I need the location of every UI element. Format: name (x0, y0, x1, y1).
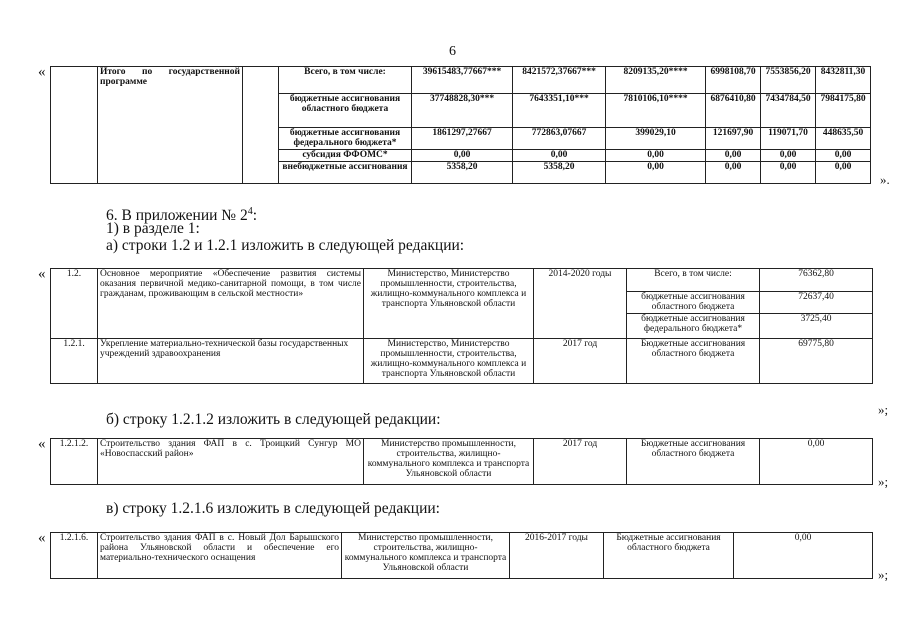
source-label: Бюджетные ассигнования областного бюджета (627, 439, 760, 485)
value-cell: 6876410,80 (706, 94, 761, 128)
amount-cell: 69775,80 (760, 339, 873, 384)
period: 2016-2017 годы (510, 533, 604, 579)
value-cell: 7643351,10*** (513, 94, 606, 128)
period: 2017 год (534, 339, 627, 384)
open-quote: « (38, 436, 46, 452)
value-cell: 0,00 (513, 150, 606, 162)
source-label: бюджетные ассигнования федерального бюджета* (279, 128, 412, 150)
row-number: 1.2.1. (51, 339, 98, 384)
value-cell: 5358,20 (513, 162, 606, 184)
amount-cell: 76362,80 (760, 269, 873, 292)
close-quote: ». (880, 172, 890, 187)
program-total-table (50, 66, 871, 184)
source-label: Всего, в том числе: (279, 67, 412, 94)
activity-name: Основное мероприятие «Обеспечение развития системы оказания первичной медико-санитарной помощи, в том числе гражданам, проживающим в сельской местности» (98, 269, 364, 339)
value-cell: 0,00 (706, 162, 761, 184)
paragraph-b: б) строку 1.2.1.2 изложить в следующей редакции: (106, 411, 441, 428)
row-number: 1.2.1.6. (51, 533, 98, 579)
executor: Министерство, Министерство промышленности, строительства, жилищно-коммунального комплекса и транспорта Ульяновской области (364, 339, 534, 384)
value-cell: 0,00 (761, 162, 816, 184)
table-row (51, 269, 873, 292)
source-label: Всего, в том числе: (627, 269, 760, 292)
value-cell: 7984175,80 (816, 94, 871, 128)
row-1-2-1-2-table (50, 438, 873, 485)
value-cell: 119071,70 (761, 128, 816, 150)
source-label: бюджетные ассигнования областного бюджета (627, 292, 760, 314)
period: 2017 год (534, 439, 627, 485)
paragraph-6-text: 6. В приложении № 2 (106, 207, 248, 225)
value-cell: 39615483,77667*** (412, 67, 513, 94)
source-label: Бюджетные ассигнования областного бюджета (627, 339, 760, 384)
row-number: 1.2. (51, 269, 98, 339)
open-quote: « (38, 266, 46, 282)
source-label: субсидия ФФОМС* (279, 150, 412, 162)
amount-cell: 0,00 (760, 439, 873, 485)
open-quote: « (38, 530, 46, 546)
value-cell: 0,00 (606, 150, 706, 162)
value-cell: 7434784,50 (761, 94, 816, 128)
paragraph-c: в) строку 1.2.1.6 изложить в следующей редакции: (106, 500, 440, 517)
value-cell: 399029,10 (606, 128, 706, 150)
paragraph-6-sup: 4 (247, 206, 253, 217)
paragraph-section-1: 1) в разделе 1: (106, 220, 200, 237)
executor: Министерство, Министерство промышленности, строительства, жилищно-коммунального комплекса и транспорта Ульяновской области (364, 269, 534, 339)
close-quote: »; (878, 402, 889, 417)
value-cell: 7810106,10**** (606, 94, 706, 128)
table-row (51, 67, 871, 94)
value-cell: 1861297,27667 (412, 128, 513, 150)
value-cell: 37748828,30*** (412, 94, 513, 128)
table-row (51, 533, 873, 579)
source-label: бюджетные ассигнования федерального бюджета* (627, 314, 760, 339)
row-1-2-1-6-table (50, 532, 873, 579)
empty-num-cell (51, 67, 98, 184)
value-cell: 8432811,30 (816, 67, 871, 94)
source-label: Бюджетные ассигнования областного бюджета (604, 533, 734, 579)
period: 2014-2020 годы (534, 269, 627, 339)
source-label: бюджетные ассигнования областного бюджета (279, 94, 412, 128)
value-cell: 0,00 (816, 162, 871, 184)
empty-cell (243, 67, 279, 184)
amount-cell: 72637,40 (760, 292, 873, 314)
activity-name: Строительство здания ФАП в с. Троицкий Сунгур МО «Новоспасский район» (98, 439, 364, 485)
table-row (51, 339, 873, 384)
executor: Министерство промышленности, строительства, жилищно-коммунального комплекса и транспорта Ульяновской области (364, 439, 534, 485)
close-quote: »; (878, 474, 889, 489)
source-label: внебюджетные ассигнования (279, 162, 412, 184)
value-cell: 8209135,20**** (606, 67, 706, 94)
table-row (51, 439, 873, 485)
close-quote: »; (878, 567, 889, 582)
paragraph-a: а) строки 1.2 и 1.2.1 изложить в следующей редакции: (106, 237, 465, 254)
amount-cell: 3725,40 (760, 314, 873, 339)
value-cell: 7553856,20 (761, 67, 816, 94)
value-cell: 0,00 (706, 150, 761, 162)
value-cell: 8421572,37667*** (513, 67, 606, 94)
value-cell: 5358,20 (412, 162, 513, 184)
page-number: 6 (449, 44, 456, 59)
open-quote: « (38, 64, 46, 80)
value-cell: 0,00 (606, 162, 706, 184)
value-cell: 121697,90 (706, 128, 761, 150)
executor: Министерство промышленности, строительства, жилищно-коммунального комплекса и транспорта Ульяновской области (342, 533, 510, 579)
program-label: Итого по государственной программе (98, 67, 243, 184)
activity-name: Укрепление материально-технической базы государственных учреждений здравоохранения (98, 339, 364, 384)
row-number: 1.2.1.2. (51, 439, 98, 485)
value-cell: 772863,07667 (513, 128, 606, 150)
activity-name: Строительство здания ФАП в с. Новый Дол Барышского района Ульяновской области и обеспечение его материально-технического оснащения (98, 533, 342, 579)
value-cell: 448635,50 (816, 128, 871, 150)
value-cell: 0,00 (761, 150, 816, 162)
value-cell: 0,00 (816, 150, 871, 162)
rows-1-2-table (50, 268, 873, 384)
paragraph-6-colon: : (252, 207, 258, 225)
value-cell: 0,00 (412, 150, 513, 162)
value-cell: 6998108,70 (706, 67, 761, 94)
amount-cell: 0,00 (734, 533, 873, 579)
